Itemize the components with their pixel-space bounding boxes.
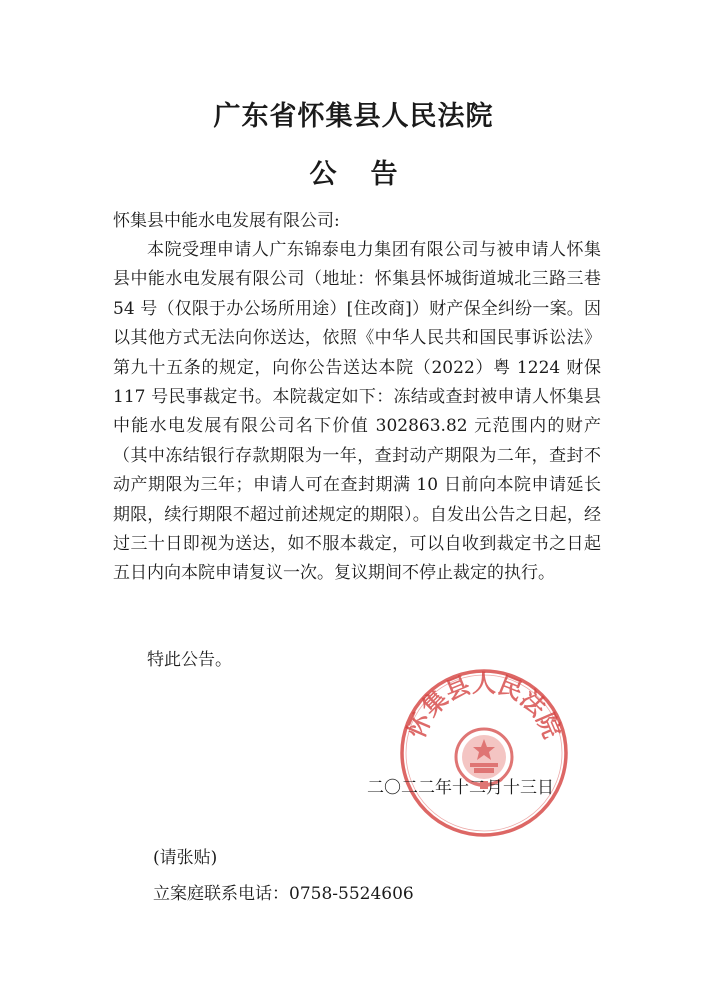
contact-phone: 立案庭联系电话：0758-5524606 <box>153 884 414 904</box>
addressee: 怀集县中能水电发展有限公司: <box>113 211 340 231</box>
seal-lettering: 怀集县人民法院 <box>401 668 567 743</box>
court-name: 广东省怀集县人民法院 <box>213 101 494 132</box>
notice-body: 本院受理申请人广东锦泰电力集团有限公司与被申请人怀集县中能水电发展有限公司（地址：怀集县怀城街道城北三路三巷 54 号（仅限于办公场所用途）[住改商]）财产保全纠纷一案。因以其他方式无法向你送达，依照《中华人民共和国民事诉讼法》第九十五条的规定，向你公告送达本院（2022）粤 1224 财保 117 号民事裁定书。本院裁定如下：冻结或查封被申请人怀集县中能水电发展有限公司名下价值 302863.82 元范围内的财产（其中冻结银行存款期限为一年，查封动产期限为二年，查封不动产期限为三年；申请人可在查封期满 10 日前向本院申请延长期限，续行期限不超过前述规定的期限）。自发出公告之日起，经过三十日即视为送达，如不服本裁定，可以自收到裁定书之日起五日内向本院申请复议一次。复议期间不停止裁定的执行。 <box>113 240 601 584</box>
posting-note: (请张贴) <box>153 848 218 868</box>
court-seal-icon <box>398 667 570 839</box>
closing-phrase: 特此公告。 <box>147 650 232 670</box>
document-title: 公告 <box>309 159 432 190</box>
svg-text:怀集县人民法院 <box>401 668 567 743</box>
signature-date: 二〇二二年十二月十三日 <box>367 778 554 798</box>
